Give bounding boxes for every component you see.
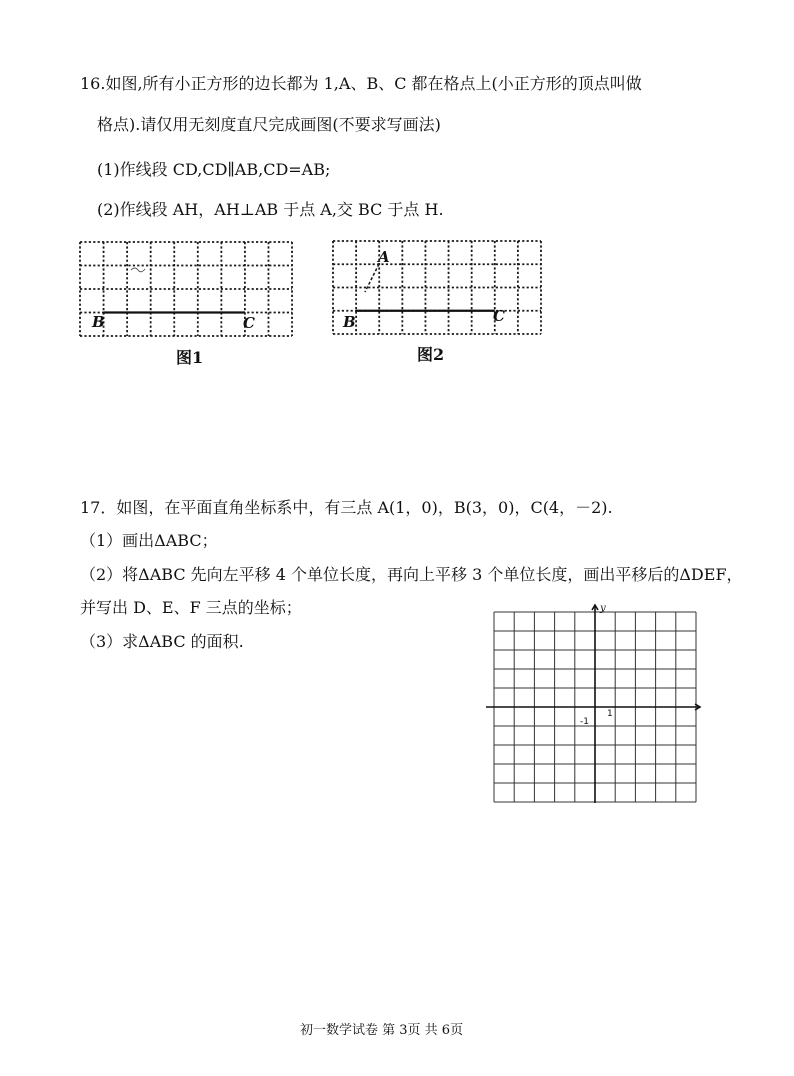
figure-2-label-a: A <box>378 248 390 266</box>
page-footer: 初一数学试卷 第 3页 共 6页 <box>300 1023 464 1038</box>
figure-1-grid <box>80 242 292 336</box>
y-axis-label: y <box>600 603 606 614</box>
x-tick-label: 1 <box>607 709 613 719</box>
q17-part-3: （3）求ΔABC 的面积. <box>80 632 244 651</box>
q16-stem-line-1: 16.如图,所有小正方形的边长都为 1,A、B、C 都在格点上(小正方形的顶点叫做 <box>80 74 642 93</box>
q17-part-2: （2）将ΔABC 先向左平移 4 个单位长度，再向上平移 3 个单位长度，画出平移后的ΔDEF， <box>80 565 743 584</box>
q17-stem: 17．如图，在平面直角坐标系中，有三点 A(1，0)，B(3，0)，C(4，－2). <box>80 498 613 517</box>
y-tick-label: -1 <box>580 717 589 727</box>
figure-2-label-c: C <box>493 307 505 325</box>
figure-1-caption: 图1 <box>176 348 204 367</box>
figure-2-grid <box>333 241 541 334</box>
figure-1-pencil-mark <box>131 268 145 272</box>
q17-part-2-continued: 并写出 D、E、F 三点的坐标； <box>80 598 302 617</box>
q16-part-2: (2)作线段 AH，AH⊥AB 于点 A,交 BC 于点 H. <box>97 200 444 219</box>
q17-part-1: （1）画出ΔABC； <box>80 531 218 550</box>
figure-2-label-b: B <box>343 313 356 331</box>
figure-2-segment-from-a <box>365 264 379 292</box>
figure-1-label-b: B <box>92 313 105 331</box>
figure-2-caption: 图2 <box>417 345 445 364</box>
figure-1-label-c: C <box>243 314 255 332</box>
q16-stem-line-2: 格点).请仅用无刻度直尺完成画图(不要求写画法) <box>97 115 441 134</box>
q16-part-1: (1)作线段 CD,CD∥AB,CD=AB; <box>97 160 331 179</box>
